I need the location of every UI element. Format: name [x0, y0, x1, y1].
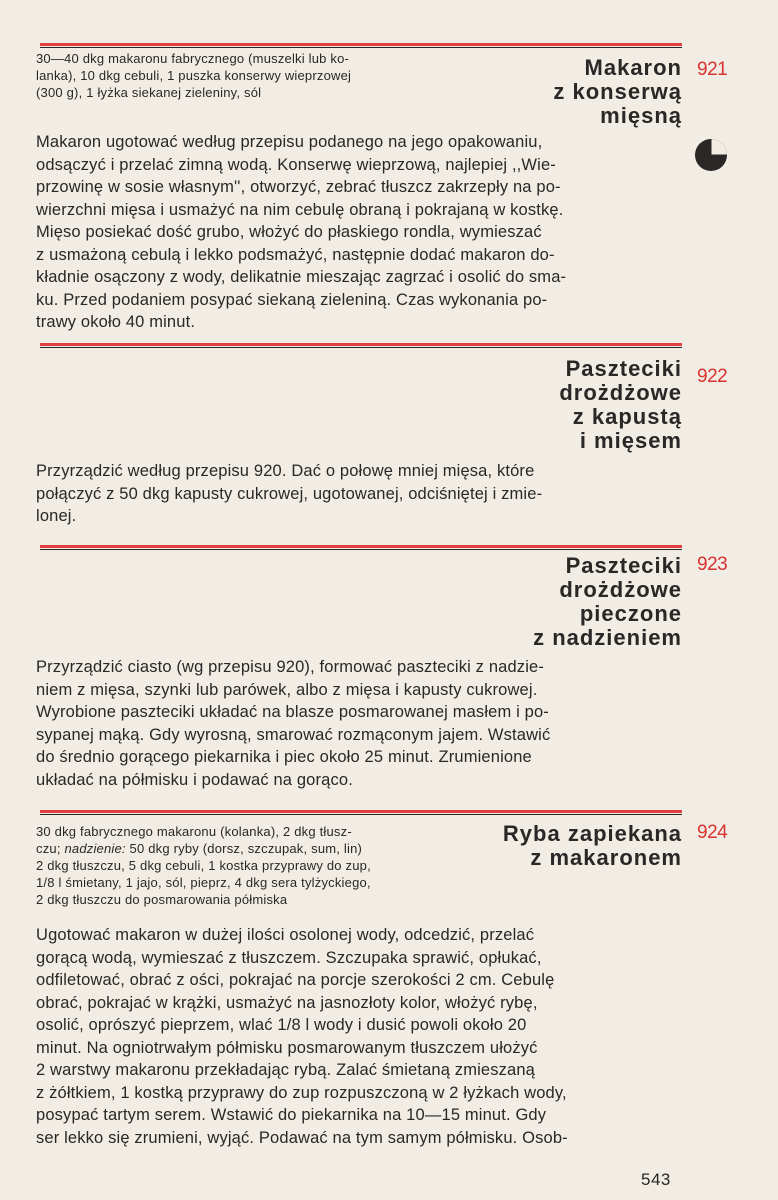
ingredient-line: 30 dkg fabrycznego makaronu (kolanka), 2 dkg tłusz-	[36, 824, 352, 839]
body-line: gorącą wodą, wymieszać z tłuszczem. Szczupaka sprawić, opłukać,	[36, 948, 542, 967]
body-line: Makaron ugotować według przepisu podanego na jego opakowaniu,	[36, 133, 543, 151]
title-line: z kapustą	[572, 404, 682, 429]
ingredients-924	[36, 823, 456, 908]
title-line: Makaron	[584, 55, 682, 80]
body-line: lonej.	[36, 507, 77, 525]
body-line: niem z mięsa, szynki lub parówek, albo z mięsa i kapusty cukrowej.	[36, 680, 538, 699]
title-line: mięsną	[600, 103, 682, 128]
recipe-title-922	[559, 357, 682, 453]
body-line: osolić, oprószyć pieprzem, wlać 1/8 l wody i dusić powoli około 20	[36, 1016, 527, 1034]
body-line: trawy około 40 minut.	[36, 313, 196, 331]
pie-clock-icon	[694, 138, 728, 172]
ingredient-line: (300 g), 1 łyżka siekanej zieleniny, sól	[36, 85, 262, 100]
recipe-number-922: 922	[697, 366, 728, 387]
recipe-number-924: 924	[697, 822, 728, 843]
recipe-number-923: 923	[697, 554, 728, 575]
title-line: z nadzieniem	[533, 625, 682, 650]
body-line: Wyrobione paszteciki układać na blasze posmarowanej masłem i po-	[36, 703, 549, 721]
body-line: ser lekko się zrumieni, wyjąć. Podawać na tym samym półmisku. Osob-	[36, 1128, 568, 1147]
ingredient-line: lanka), 10 dkg cebuli, 1 puszka konserwy wieprzowej	[36, 68, 352, 83]
title-line: i mięsem	[579, 428, 682, 453]
ingredient-line	[36, 840, 456, 857]
filling-label: nadzienie:	[64, 841, 126, 856]
recipe-title-923	[533, 554, 682, 650]
body-line: odsączyć i przelać zimną wodą. Konserwę wieprzową, najlepiej ,,Wie-	[36, 155, 556, 174]
body-line: przowinę w sosie własnym'', otworzyć, zebrać tłuszcz zakrzepły na po-	[36, 178, 561, 196]
ingredient-text: 50 dkg ryby (dorsz, szczupak, sum, lin)	[125, 841, 363, 856]
body-line: połączyć z 50 dkg kapusty cukrowej, ugotowanej, odciśniętej i zmie-	[36, 484, 543, 503]
ingredients-921	[36, 50, 456, 101]
ingredient-line: 2 dkg tłuszczu do posmarowania półmiska	[36, 892, 288, 907]
body-line: sypanej mąką. Gdy wyrosną, smarować rozmąconym jajem. Wstawić	[36, 725, 551, 744]
page-number: 543	[641, 1170, 671, 1189]
recipe-body-923	[36, 656, 682, 791]
body-line: Przyrządzić ciasto (wg przepisu 920), formować paszteciki z nadzie-	[36, 658, 544, 676]
title-line: pieczone	[579, 601, 682, 626]
recipe-title-921	[553, 56, 682, 128]
body-line: Ugotować makaron w dużej ilości osolonej wody, odcedzić, przelać	[36, 926, 535, 944]
title-line: Paszteciki	[565, 553, 682, 578]
body-line: 2 warstwy makaronu przekładając rybą. Zalać śmietaną zmieszaną	[36, 1061, 536, 1079]
body-line: ku. Przed podaniem posypać siekaną zieleniną. Czas wykonania po-	[36, 290, 548, 309]
recipe-body-924	[36, 924, 682, 1149]
title-line: z makaronem	[530, 845, 682, 870]
recipe-title-924	[503, 822, 682, 870]
ingredient-line: 2 dkg tłuszczu, 5 dkg cebuli, 1 kostka przyprawy do zup,	[36, 858, 371, 873]
recipe-body-921	[36, 131, 682, 334]
ingredient-line: 1/8 l śmietany, 1 jajo, sól, pieprz, 4 dkg sera tylżyckiego,	[36, 875, 371, 890]
ingredient-text: czu;	[36, 841, 65, 856]
body-line: kładnie osączony z wody, delikatnie mieszając zagrzać i osolić do sma-	[36, 268, 567, 286]
body-line: odfiletować, obrać z ości, pokrajać na porcje szerokości 2 cm. Cebulę	[36, 971, 555, 989]
body-line: do średnio gorącego piekarnika i piec około 25 minut. Zrumienione	[36, 748, 532, 766]
body-line: wierzchni mięsa i usmażyć na nim cebulę obraną i pokrajaną w kostkę.	[36, 200, 564, 219]
body-line: posypać tartym serem. Wstawić do piekarnika na 10—15 minut. Gdy	[36, 1106, 547, 1124]
title-line: z konserwą	[553, 79, 682, 104]
body-line: Mięso posiekać dość grubo, włożyć do płaskiego rondla, wymieszać	[36, 223, 542, 241]
body-line: minut. Na ogniotrwałym półmisku posmarowanym tłuszczem ułożyć	[36, 1038, 538, 1057]
title-line: drożdżowe	[559, 577, 682, 602]
body-line: z żółtkiem, 1 kostką przyprawy do zup rozpuszczoną w 2 łyżkach wody,	[36, 1083, 567, 1102]
title-line: drożdżowe	[559, 380, 682, 405]
body-line: Przyrządzić według przepisu 920. Dać o połowę mniej mięsa, które	[36, 462, 535, 480]
ingredient-line: 30—40 dkg makaronu fabrycznego (muszelki lub ko-	[36, 51, 350, 66]
body-line: obrać, pokrajać w krążki, usmażyć na jasnozłoty kolor, włożyć rybę,	[36, 993, 538, 1012]
recipe-body-922	[36, 460, 682, 528]
body-line: układać na półmisku i podawać na gorąco.	[36, 770, 353, 789]
recipe-number-921: 921	[697, 59, 728, 80]
title-line: Paszteciki	[565, 356, 682, 381]
body-line: z usmażoną cebulą i lekko podsmażyć, następnie dodać makaron do-	[36, 245, 555, 264]
title-line: Ryba zapiekana	[502, 821, 682, 846]
